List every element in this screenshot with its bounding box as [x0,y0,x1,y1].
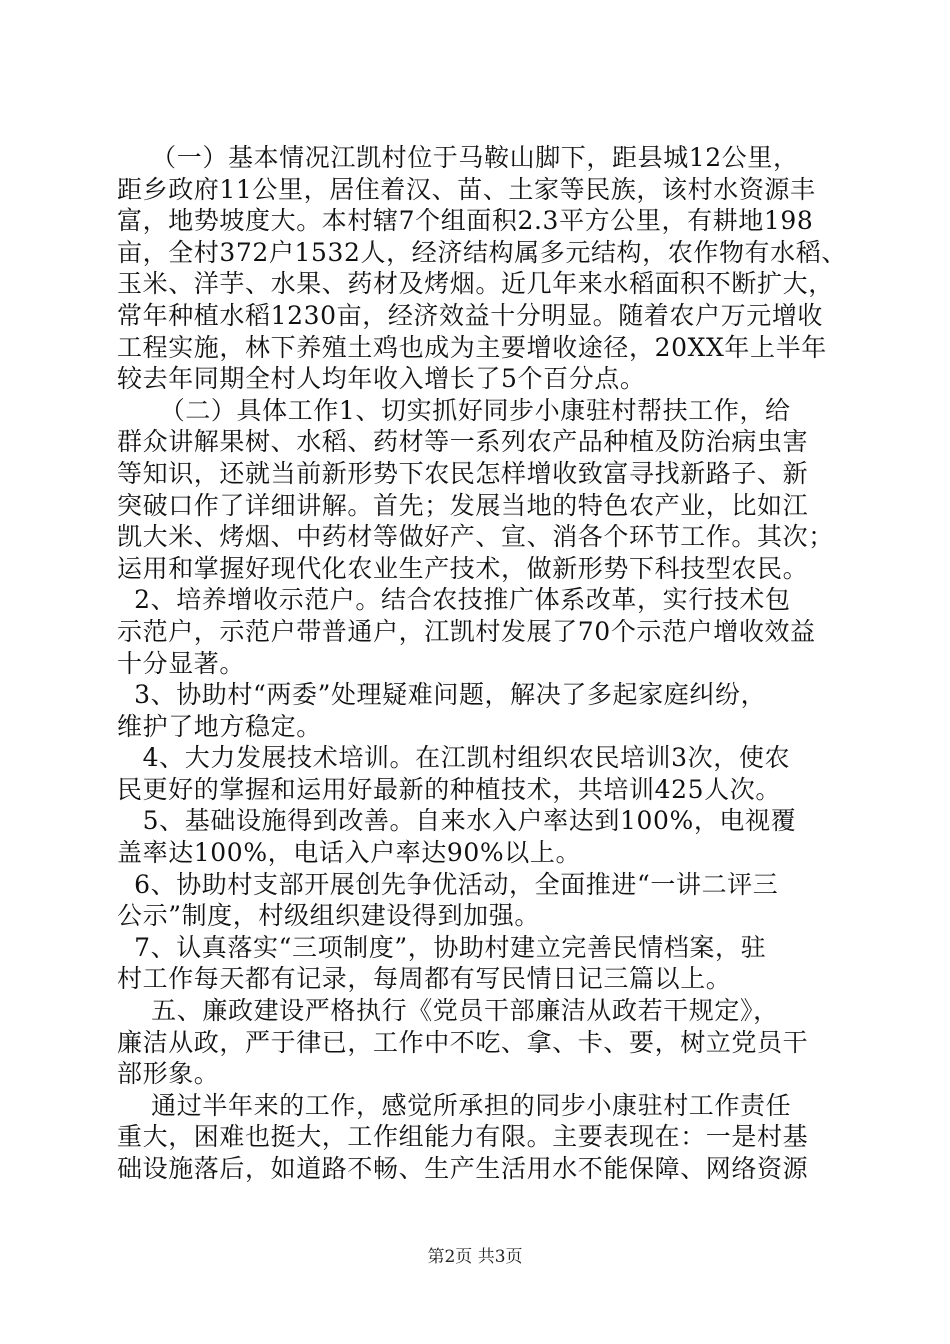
page-number-footer: 第2页 共3页 [427,1247,523,1267]
body-line: 重大，困难也挺大，工作组能力有限。主要表现在：一是村基 [117,1122,809,1152]
body-line: 运用和掌握好现代化农业生产技术，做新形势下科技型农民。 [117,553,809,583]
body-line: 盖率达100%，电话入户率达90%以上。 [117,838,582,868]
body-line: 群众讲解果树、水稻、药材等一系列农产品种植及防治病虫害 [117,427,809,457]
body-line: 工程实施，林下养殖土鸡也成为主要增收途径，20XX年上半年 [117,332,827,362]
body-line: （一）基本情况江凯村位于马鞍山脚下，距县城12公里， [117,143,799,172]
body-line: 5、基础设施得到改善。自来水入户率达到100%，电视覆 [117,806,797,836]
body-line: 等知识，还就当前新形势下农民怎样增收致富寻找新路子、新 [117,458,809,488]
body-line: 富，地势坡度大。本村辖7个组面积2.3平方公里，有耕地198 [117,206,814,236]
body-line: 2、培养增收示范户。结合农技推广体系改革，实行技术包 [117,585,791,615]
body-line: 础设施落后，如道路不畅、生产生活用水不能保障、网络资源 [117,1154,809,1183]
body-line: 玉米、洋芋、水果、药材及烤烟。近几年来水稻面积不断扩大， [117,269,834,299]
body-line: 示范户，示范户带普通户，江凯村发展了70个示范户增收效益 [117,616,816,646]
body-line: 维护了地方稳定。 [117,711,322,741]
body-line: 较去年同期全村人均年收入增长了5个百分点。 [117,364,646,394]
body-line: （二）具体工作1、切实抓好同步小康驻村帮扶工作，给 [117,395,791,425]
body-line: 常年种植水稻1230亩，经济效益十分明显。随着农户万元增收 [117,300,824,330]
body-line: 突破口作了详细讲解。首先；发展当地的特色农产业，比如江 [117,490,809,520]
body-line: 凯大米、烤烟、中药材等做好产、宣、消各个环节工作。其次； [117,522,834,552]
body-line: 十分显著。 [117,648,246,678]
body-line: 距乡政府11公里，居住着汉、苗、土家等民族，该村水资源丰 [117,174,816,204]
body-line: 6、协助村支部开展创先争优活动，全面推进“一讲二评三 [117,869,779,899]
body-line: 民更好的掌握和运用好最新的种植技术，共培训425人次。 [117,774,781,804]
body-line: 3、协助村“两委”处理疑难问题，解决了多起家庭纠纷， [117,680,767,710]
body-line: 通过半年来的工作，感觉所承担的同步小康驻村工作责任 [117,1090,792,1120]
body-line: 部形象。 [117,1059,220,1089]
body-line: 7、认真落实“三项制度”，协助村建立完善民情档案，驻 [117,932,767,962]
body-line: 廉洁从政，严于律已，工作中不吃、拿、卡、要，树立党员干 [117,1027,809,1057]
body-line: 4、大力发展技术培训。在江凯村组织农民培训3次，使农 [117,743,791,773]
body-line: 村工作每天都有记录，每周都有写民情日记三篇以上。 [117,964,732,994]
body-line: 五、廉政建设严格执行《党员干部廉洁从政若干规定》， [117,996,779,1026]
body-line: 公示”制度，村级组织建设得到加强。 [117,901,540,931]
document-body [117,142,847,1185]
body-line: 亩，全村372户1532人，经济结构属多元结构，农作物有水稻、 [117,237,847,267]
